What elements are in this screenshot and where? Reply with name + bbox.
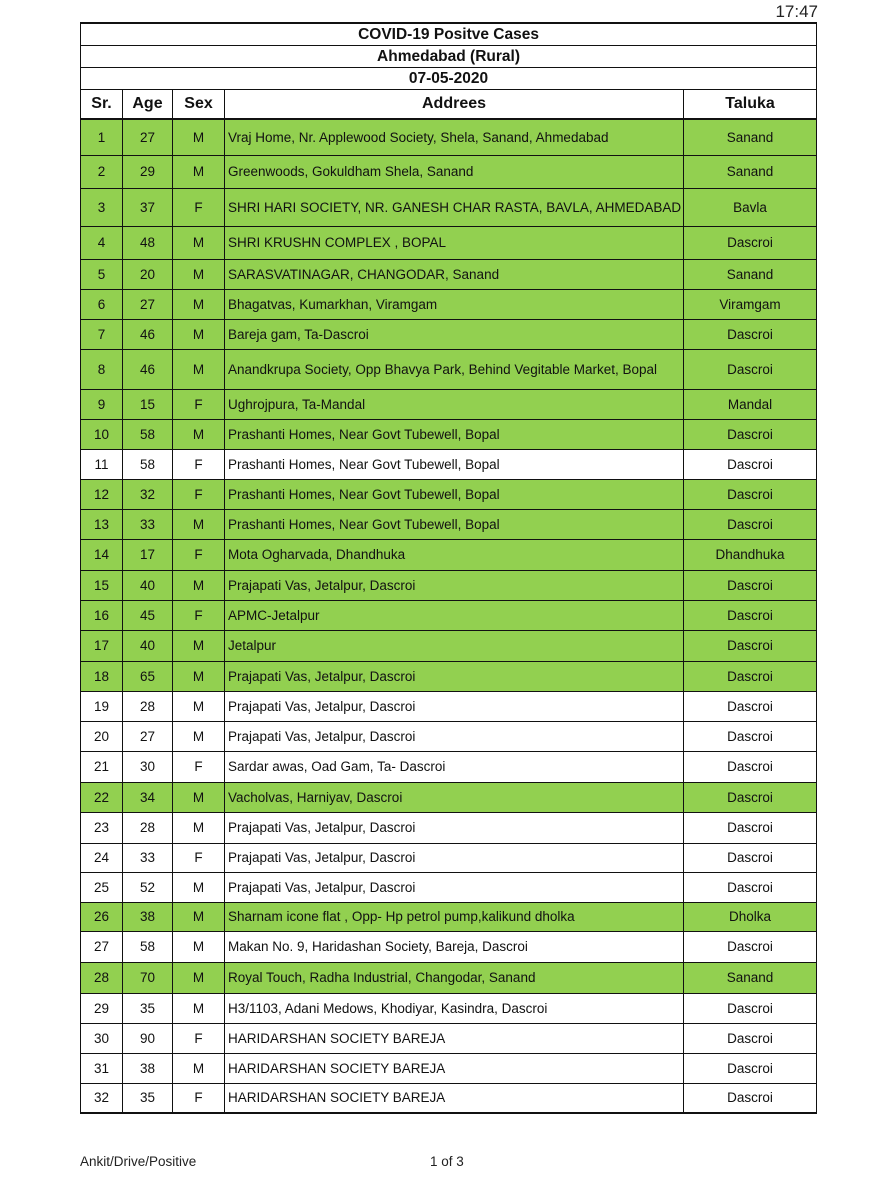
- cell-taluka: Dascroi: [684, 782, 817, 812]
- cell-sr: 9: [81, 389, 123, 419]
- cell-taluka: Dascroi: [684, 349, 817, 389]
- cell-age: 15: [123, 389, 173, 419]
- cell-age: 38: [123, 902, 173, 931]
- cell-address: Vacholvas, Harniyav, Dascroi: [225, 782, 684, 812]
- cell-sex: M: [173, 419, 225, 449]
- cell-address: HARIDARSHAN SOCIETY BAREJA: [225, 1083, 684, 1113]
- cell-taluka: Dascroi: [684, 1023, 817, 1053]
- cell-age: 33: [123, 509, 173, 539]
- cell-taluka: Dascroi: [684, 1083, 817, 1113]
- cell-taluka: Sanand: [684, 119, 817, 155]
- cell-sr: 12: [81, 479, 123, 509]
- cell-address: Prashanti Homes, Near Govt Tubewell, Bopal: [225, 479, 684, 509]
- cell-sex: M: [173, 661, 225, 691]
- col-age: Age: [123, 90, 173, 120]
- table-row: [81, 155, 817, 188]
- cell-sex: F: [173, 479, 225, 509]
- cell-sex: M: [173, 1053, 225, 1083]
- cell-address: Mota Ogharvada, Dhandhuka: [225, 539, 684, 570]
- cell-taluka: Dascroi: [684, 661, 817, 691]
- cell-age: 58: [123, 449, 173, 479]
- cell-sex: M: [173, 782, 225, 812]
- cell-taluka: Mandal: [684, 389, 817, 419]
- table-row: [81, 259, 817, 289]
- cell-sr: 14: [81, 539, 123, 570]
- table-row: [81, 539, 817, 570]
- footer-path: Ankit/Drive/Positive: [80, 1154, 197, 1169]
- cell-sex: M: [173, 691, 225, 721]
- cell-taluka: Dascroi: [684, 843, 817, 872]
- cell-sex: F: [173, 751, 225, 782]
- cell-address: APMC-Jetalpur: [225, 600, 684, 630]
- cases-table-body: [81, 119, 817, 1113]
- table-row: [81, 419, 817, 449]
- cell-taluka: Dascroi: [684, 570, 817, 600]
- cell-sex: F: [173, 843, 225, 872]
- table-row: [81, 691, 817, 721]
- cell-sex: M: [173, 319, 225, 349]
- cell-sr: 31: [81, 1053, 123, 1083]
- cell-sex: M: [173, 289, 225, 319]
- cell-sex: F: [173, 1023, 225, 1053]
- cell-sr: 23: [81, 812, 123, 843]
- cases-table: [80, 22, 817, 1114]
- report-region: Ahmedabad (Rural): [81, 46, 817, 68]
- cell-taluka: Dascroi: [684, 319, 817, 349]
- cell-sex: M: [173, 349, 225, 389]
- table-row: [81, 782, 817, 812]
- cell-sr: 17: [81, 630, 123, 661]
- cell-taluka: Dholka: [684, 902, 817, 931]
- cell-age: 58: [123, 931, 173, 962]
- cell-age: 17: [123, 539, 173, 570]
- cell-address: H3/1103, Adani Medows, Khodiyar, Kasindra, Dascroi: [225, 993, 684, 1023]
- cell-address: Royal Touch, Radha Industrial, Changodar, Sanand: [225, 962, 684, 993]
- table-row: [81, 570, 817, 600]
- cell-sr: 19: [81, 691, 123, 721]
- cell-age: 90: [123, 1023, 173, 1053]
- table-row: [81, 449, 817, 479]
- cell-sr: 30: [81, 1023, 123, 1053]
- cell-sr: 4: [81, 226, 123, 259]
- cell-sex: F: [173, 539, 225, 570]
- cell-address: Bareja gam, Ta-Dascroi: [225, 319, 684, 349]
- cell-sex: F: [173, 188, 225, 226]
- cell-age: 52: [123, 872, 173, 902]
- table-row: [81, 289, 817, 319]
- cell-age: 28: [123, 812, 173, 843]
- cell-age: 28: [123, 691, 173, 721]
- col-taluka: Taluka: [684, 90, 817, 120]
- cell-address: Ughrojpura, Ta-Mandal: [225, 389, 684, 419]
- col-sex: Sex: [173, 90, 225, 120]
- cell-taluka: Dascroi: [684, 449, 817, 479]
- cell-sex: M: [173, 962, 225, 993]
- cell-taluka: Viramgam: [684, 289, 817, 319]
- table-row: [81, 349, 817, 389]
- cell-address: Sardar awas, Oad Gam, Ta- Dascroi: [225, 751, 684, 782]
- cell-taluka: Dascroi: [684, 630, 817, 661]
- col-address: Addrees: [225, 90, 684, 120]
- status-time: 17:47: [775, 2, 818, 21]
- table-row: [81, 188, 817, 226]
- cell-sr: 5: [81, 259, 123, 289]
- cell-address: Prajapati Vas, Jetalpur, Dascroi: [225, 843, 684, 872]
- cell-taluka: Sanand: [684, 155, 817, 188]
- cell-sr: 8: [81, 349, 123, 389]
- cell-sr: 28: [81, 962, 123, 993]
- cell-taluka: Dascroi: [684, 1053, 817, 1083]
- cell-sex: M: [173, 721, 225, 751]
- cell-sex: M: [173, 993, 225, 1023]
- cell-sex: M: [173, 902, 225, 931]
- cell-sr: 29: [81, 993, 123, 1023]
- cell-taluka: Dascroi: [684, 226, 817, 259]
- cell-taluka: Dascroi: [684, 931, 817, 962]
- cell-taluka: Dascroi: [684, 479, 817, 509]
- cell-age: 40: [123, 630, 173, 661]
- cell-sex: F: [173, 389, 225, 419]
- cell-taluka: Dascroi: [684, 509, 817, 539]
- cell-sr: 16: [81, 600, 123, 630]
- cell-address: Prajapati Vas, Jetalpur, Dascroi: [225, 691, 684, 721]
- table-row: [81, 600, 817, 630]
- cell-taluka: Dascroi: [684, 993, 817, 1023]
- cell-address: Bhagatvas, Kumarkhan, Viramgam: [225, 289, 684, 319]
- cell-address: SHRI HARI SOCIETY, NR. GANESH CHAR RASTA, BAVLA, AHMEDABAD: [225, 188, 684, 226]
- cell-sex: M: [173, 259, 225, 289]
- cell-sr: 10: [81, 419, 123, 449]
- cell-address: Makan No. 9, Haridashan Society, Bareja, Dascroi: [225, 931, 684, 962]
- column-header-row: [81, 90, 817, 120]
- cell-sr: 6: [81, 289, 123, 319]
- cell-sr: 22: [81, 782, 123, 812]
- cell-sr: 21: [81, 751, 123, 782]
- cell-age: 30: [123, 751, 173, 782]
- cell-sr: 13: [81, 509, 123, 539]
- cell-age: 27: [123, 289, 173, 319]
- table-row: [81, 902, 817, 931]
- cell-sex: M: [173, 119, 225, 155]
- cell-taluka: Dascroi: [684, 721, 817, 751]
- cell-sr: 7: [81, 319, 123, 349]
- cell-age: 65: [123, 661, 173, 691]
- cell-address: Prajapati Vas, Jetalpur, Dascroi: [225, 721, 684, 751]
- cell-sex: M: [173, 509, 225, 539]
- col-sr: Sr.: [81, 90, 123, 120]
- cell-address: SHRI KRUSHN COMPLEX , BOPAL: [225, 226, 684, 259]
- cell-taluka: Dhandhuka: [684, 539, 817, 570]
- cell-sr: 27: [81, 931, 123, 962]
- cell-taluka: Sanand: [684, 962, 817, 993]
- cell-sr: 15: [81, 570, 123, 600]
- table-row: [81, 751, 817, 782]
- cell-address: Sharnam icone flat , Opp- Hp petrol pump,kalikund dholka: [225, 902, 684, 931]
- cell-age: 27: [123, 119, 173, 155]
- table-row: [81, 119, 817, 155]
- cell-sr: 1: [81, 119, 123, 155]
- table-row: [81, 389, 817, 419]
- cell-age: 34: [123, 782, 173, 812]
- cell-sr: 20: [81, 721, 123, 751]
- cell-address: Prashanti Homes, Near Govt Tubewell, Bopal: [225, 449, 684, 479]
- cell-sex: M: [173, 812, 225, 843]
- cell-sr: 11: [81, 449, 123, 479]
- cell-taluka: Dascroi: [684, 812, 817, 843]
- cell-address: Jetalpur: [225, 630, 684, 661]
- cell-address: Prajapati Vas, Jetalpur, Dascroi: [225, 661, 684, 691]
- cell-age: 35: [123, 1083, 173, 1113]
- cell-sex: F: [173, 600, 225, 630]
- cell-taluka: Bavla: [684, 188, 817, 226]
- cell-taluka: Sanand: [684, 259, 817, 289]
- cell-address: Vraj Home, Nr. Applewood Society, Shela, Sanand, Ahmedabad: [225, 119, 684, 155]
- cell-sex: M: [173, 226, 225, 259]
- cell-sr: 25: [81, 872, 123, 902]
- cell-address: Prashanti Homes, Near Govt Tubewell, Bopal: [225, 419, 684, 449]
- table-row: [81, 319, 817, 349]
- table-row: [81, 931, 817, 962]
- cell-sex: F: [173, 449, 225, 479]
- report-title: COVID-19 Positve Cases: [81, 23, 817, 46]
- cell-sex: M: [173, 872, 225, 902]
- cell-address: SARASVATINAGAR, CHANGODAR, Sanand: [225, 259, 684, 289]
- table-row: [81, 661, 817, 691]
- cell-age: 38: [123, 1053, 173, 1083]
- cell-address: Greenwoods, Gokuldham Shela, Sanand: [225, 155, 684, 188]
- cell-taluka: Dascroi: [684, 751, 817, 782]
- cell-address: Prajapati Vas, Jetalpur, Dascroi: [225, 872, 684, 902]
- cell-address: HARIDARSHAN SOCIETY BAREJA: [225, 1053, 684, 1083]
- cell-sr: 2: [81, 155, 123, 188]
- table-row: [81, 993, 817, 1023]
- cell-sr: 24: [81, 843, 123, 872]
- cell-sex: F: [173, 1083, 225, 1113]
- cell-sr: 3: [81, 188, 123, 226]
- footer-page-number: 1 of 3: [430, 1154, 464, 1169]
- table-row: [81, 630, 817, 661]
- cell-address: Anandkrupa Society, Opp Bhavya Park, Behind Vegitable Market, Bopal: [225, 349, 684, 389]
- cell-taluka: Dascroi: [684, 419, 817, 449]
- cell-age: 33: [123, 843, 173, 872]
- cell-age: 27: [123, 721, 173, 751]
- table-row: [81, 1023, 817, 1053]
- table-row: [81, 843, 817, 872]
- cell-sex: M: [173, 931, 225, 962]
- cell-age: 58: [123, 419, 173, 449]
- table-row: [81, 872, 817, 902]
- table-row: [81, 226, 817, 259]
- table-row: [81, 1083, 817, 1113]
- table-row: [81, 509, 817, 539]
- report-date: 07-05-2020: [81, 68, 817, 90]
- cell-sr: 32: [81, 1083, 123, 1113]
- cell-age: 70: [123, 962, 173, 993]
- cell-taluka: Dascroi: [684, 691, 817, 721]
- cell-age: 37: [123, 188, 173, 226]
- cell-age: 45: [123, 600, 173, 630]
- cell-age: 40: [123, 570, 173, 600]
- cell-age: 32: [123, 479, 173, 509]
- table-row: [81, 1053, 817, 1083]
- cell-address: HARIDARSHAN SOCIETY BAREJA: [225, 1023, 684, 1053]
- cell-address: Prashanti Homes, Near Govt Tubewell, Bopal: [225, 509, 684, 539]
- cell-taluka: Dascroi: [684, 600, 817, 630]
- cell-age: 48: [123, 226, 173, 259]
- cell-sex: M: [173, 155, 225, 188]
- cell-address: Prajapati Vas, Jetalpur, Dascroi: [225, 812, 684, 843]
- cases-sheet: [80, 22, 816, 1114]
- cell-age: 20: [123, 259, 173, 289]
- cell-age: 46: [123, 349, 173, 389]
- table-row: [81, 479, 817, 509]
- cell-sex: M: [173, 570, 225, 600]
- cell-age: 46: [123, 319, 173, 349]
- cell-taluka: Dascroi: [684, 872, 817, 902]
- cell-sr: 18: [81, 661, 123, 691]
- table-row: [81, 812, 817, 843]
- cell-sex: M: [173, 630, 225, 661]
- cell-age: 29: [123, 155, 173, 188]
- cell-address: Prajapati Vas, Jetalpur, Dascroi: [225, 570, 684, 600]
- cell-age: 35: [123, 993, 173, 1023]
- table-row: [81, 721, 817, 751]
- table-row: [81, 962, 817, 993]
- cell-sr: 26: [81, 902, 123, 931]
